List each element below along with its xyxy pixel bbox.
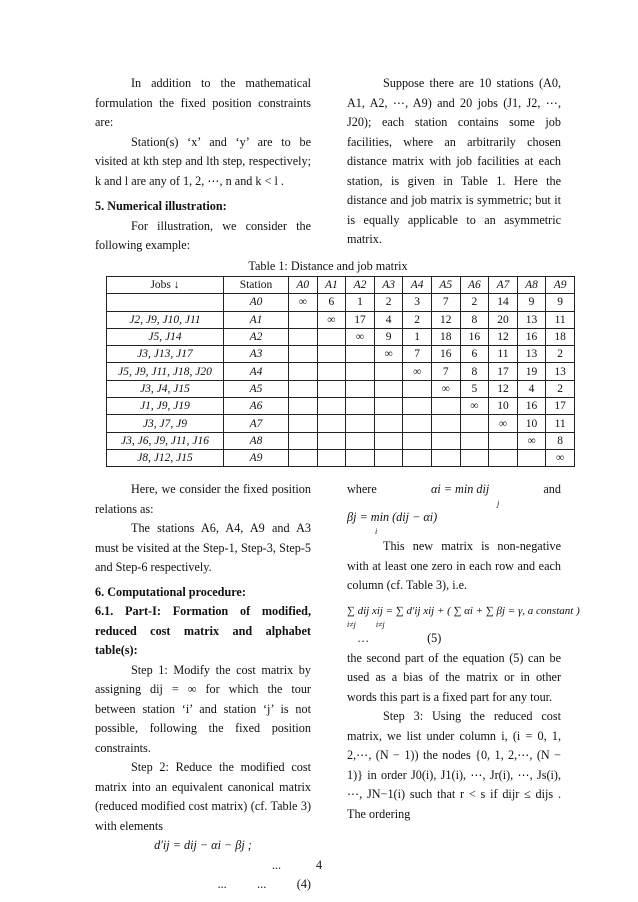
step-3-paragraph: Step 3: Using the reduced cost matrix, we list under column i, (i = 0, 1, 2,⋯, (N − 1)) the nodes {0, 1, 2,⋯, (N − 1)} in order J0(i), J1(i), ⋯, Jr(i), ⋯, Js(i), ⋯, JN−1(i) such that r < s if dijr ≤ dijs . The ordering <box>347 709 561 821</box>
example-paragraph: Suppose there are 10 stations (A0, A1, A2, ⋯, A9) and 20 jobs (J1, J2, ⋯, J20); each station contains some job facilities, where an arbitrarily chosen distance matrix with job facilities at each station, is given in Table 1. Here the distance and job matrix is symmetric; but it is equally applicable to an asymmetric matrix. <box>347 76 561 246</box>
station-cell: A5 <box>224 380 289 397</box>
page-number: 4 <box>315 858 323 872</box>
jobs-cell: J3, J13, J17 <box>107 346 224 363</box>
distance-cell <box>346 346 375 363</box>
distance-cell: ∞ <box>517 432 546 449</box>
distance-cell: 14 <box>489 294 518 311</box>
beta-subscript: i <box>375 527 378 536</box>
distance-cell <box>289 363 318 380</box>
distance-cell <box>346 380 375 397</box>
jobs-cell: J3, J4, J15 <box>107 380 224 397</box>
jobs-cell <box>107 294 224 311</box>
equation-5-subscripts: i≠j i≠j <box>347 620 385 629</box>
distance-cell <box>317 380 346 397</box>
distance-cell: 16 <box>517 328 546 345</box>
distance-cell: 2 <box>546 346 575 363</box>
distance-cell <box>317 328 346 345</box>
distance-cell: 1 <box>403 328 432 345</box>
distance-cell: ∞ <box>289 294 318 311</box>
distance-cell: 9 <box>374 328 403 345</box>
distance-cell: 11 <box>546 311 575 328</box>
distance-cell <box>346 415 375 432</box>
distance-cell: 8 <box>460 311 489 328</box>
jobs-cell: J3, J7, J9 <box>107 415 224 432</box>
distance-cell: 12 <box>489 328 518 345</box>
non-negative-paragraph: This new matrix is non-negative with at least one zero in each row and each column (cf. Table 3), i.e. <box>347 539 561 592</box>
section-6-1-heading: 6.1. Part-I: Formation of modified, reduced cost matrix and alphabet table(s): <box>95 604 311 657</box>
table-row <box>107 398 575 415</box>
section-5-heading: 5. Numerical illustration: <box>95 199 227 213</box>
distance-cell <box>346 398 375 415</box>
distance-cell: 7 <box>431 363 460 380</box>
distance-cell <box>317 432 346 449</box>
station-cell: A7 <box>224 415 289 432</box>
jobs-cell: J5, J9, J11, J18, J20 <box>107 363 224 380</box>
step-2-paragraph: Step 2: Reduce the modified cost matrix into an equivalent canonical matrix (reduced modified cost matrix) (cf. Table 3) with elements <box>95 760 311 833</box>
station-constraint-paragraph: Station(s) ‘x’ and ‘y’ are to be visited at kth step and lth step, respectively; k and l are any of 1, 2, ⋯, n and k < l . <box>95 134 311 188</box>
table-row <box>107 294 575 311</box>
column-header: A4 <box>403 277 432 294</box>
distance-cell <box>431 432 460 449</box>
distance-cell: 2 <box>403 311 432 328</box>
distance-cell: 20 <box>489 311 518 328</box>
distance-cell <box>403 380 432 397</box>
distance-cell: 13 <box>517 346 546 363</box>
distance-cell <box>317 449 346 466</box>
step-1-paragraph: Step 1: Modify the cost matrix by assigning dij = ∞ for which the tour between station ‘i’ and station ‘j’ is not possible, following the fixed position constraints. <box>95 662 311 755</box>
distance-cell <box>289 328 318 345</box>
distance-cell: ∞ <box>403 363 432 380</box>
distance-cell <box>289 415 318 432</box>
column-header: A8 <box>517 277 546 294</box>
distance-cell: 17 <box>489 363 518 380</box>
distance-cell <box>403 449 432 466</box>
station-cell: A3 <box>224 346 289 363</box>
distance-cell: ∞ <box>346 328 375 345</box>
station-cell: A9 <box>224 449 289 466</box>
distance-cell: 7 <box>403 346 432 363</box>
distance-cell <box>289 398 318 415</box>
table-row <box>107 415 575 432</box>
distance-cell <box>489 432 518 449</box>
distance-cell: 7 <box>431 294 460 311</box>
distance-cell: 1 <box>346 294 375 311</box>
equation-5-number: … (5) <box>357 631 442 645</box>
distance-cell <box>346 432 375 449</box>
distance-cell <box>317 415 346 432</box>
distance-cell <box>460 432 489 449</box>
distance-cell: 4 <box>374 311 403 328</box>
distance-cell <box>317 346 346 363</box>
distance-cell <box>289 346 318 363</box>
distance-cell: 8 <box>460 363 489 380</box>
distance-cell <box>289 432 318 449</box>
distance-cell: 12 <box>489 380 518 397</box>
distance-cell: 18 <box>431 328 460 345</box>
column-header: A7 <box>489 277 518 294</box>
distance-cell <box>460 415 489 432</box>
beta-definition: βj = min (dij − αi) <box>347 509 438 524</box>
distance-cell: 5 <box>460 380 489 397</box>
table-body <box>107 294 575 467</box>
distance-cell <box>403 415 432 432</box>
and-label: and <box>543 482 561 496</box>
distance-cell <box>374 415 403 432</box>
station-cell: A6 <box>224 398 289 415</box>
distance-cell <box>289 449 318 466</box>
jobs-cell: J2, J9, J10, J11 <box>107 311 224 328</box>
distance-cell: 9 <box>546 294 575 311</box>
where-label: where <box>347 482 377 496</box>
column-header: A9 <box>546 277 575 294</box>
distance-cell: 10 <box>489 398 518 415</box>
illustration-paragraph: For illustration, we consider the following example: <box>95 218 311 252</box>
distance-cell: ∞ <box>546 449 575 466</box>
distance-cell <box>346 363 375 380</box>
station-cell: A8 <box>224 432 289 449</box>
left-column-top <box>95 74 311 256</box>
jobs-cell: J5, J14 <box>107 328 224 345</box>
distance-cell <box>431 449 460 466</box>
equation-4-line-2: ... <box>271 857 281 872</box>
distance-cell: 19 <box>517 363 546 380</box>
distance-cell: 17 <box>346 311 375 328</box>
distance-cell <box>317 398 346 415</box>
table-row <box>107 380 575 397</box>
distance-cell: 18 <box>546 328 575 345</box>
distance-cell: ∞ <box>460 398 489 415</box>
right-column-bottom <box>347 480 580 824</box>
distance-cell: 12 <box>431 311 460 328</box>
station-cell: A1 <box>224 311 289 328</box>
station-cell: A4 <box>224 363 289 380</box>
distance-cell: 11 <box>489 346 518 363</box>
distance-cell: 2 <box>546 380 575 397</box>
distance-cell <box>374 432 403 449</box>
station-header: Station <box>224 277 289 294</box>
distance-cell: ∞ <box>489 415 518 432</box>
distance-cell: 3 <box>403 294 432 311</box>
equation-4-line-3: ... ... (4) <box>217 877 311 891</box>
distance-cell <box>431 415 460 432</box>
table-caption: Table 1: Distance and job matrix <box>248 259 408 273</box>
distance-cell <box>517 449 546 466</box>
distance-cell: ∞ <box>317 311 346 328</box>
distance-cell: 17 <box>546 398 575 415</box>
distance-cell <box>289 380 318 397</box>
jobs-cell: J8, J12, J15 <box>107 449 224 466</box>
distance-cell <box>489 449 518 466</box>
distance-cell <box>374 398 403 415</box>
jobs-cell: J1, J9, J19 <box>107 398 224 415</box>
distance-cell: 6 <box>317 294 346 311</box>
table-header-row <box>107 277 575 294</box>
distance-cell <box>431 398 460 415</box>
table-row <box>107 346 575 363</box>
distance-cell: 2 <box>460 294 489 311</box>
column-header: A5 <box>431 277 460 294</box>
fixed-position-paragraph: Here, we consider the fixed position relations as: <box>95 482 311 516</box>
table-row <box>107 432 575 449</box>
column-header: A0 <box>289 277 318 294</box>
table-row <box>107 363 575 380</box>
alpha-definition: αi = min dij <box>430 482 490 496</box>
equation-4-line-1: d′ij = dij − αi − βj ; <box>154 838 252 852</box>
jobs-cell: J3, J6, J9, J11, J16 <box>107 432 224 449</box>
stations-visit-paragraph: The stations A6, A4, A9 and A3 must be visited at the Step-1, Step-3, Step-5 and Step-6 respectively. <box>95 521 311 574</box>
distance-cell: 16 <box>517 398 546 415</box>
distance-cell <box>317 363 346 380</box>
distance-cell <box>289 311 318 328</box>
distance-cell <box>374 449 403 466</box>
column-header: A6 <box>460 277 489 294</box>
distance-cell: 9 <box>517 294 546 311</box>
station-cell: A0 <box>224 294 289 311</box>
table-row <box>107 328 575 345</box>
distance-cell: 4 <box>517 380 546 397</box>
distance-cell: 13 <box>517 311 546 328</box>
distance-cell: 2 <box>374 294 403 311</box>
alpha-subscript: j <box>497 498 500 508</box>
bias-paragraph: the second part of the equation (5) can be used as a bias of the matrix or in other words this part is a fixed part for any tour. <box>347 650 561 704</box>
distance-cell: 10 <box>517 415 546 432</box>
column-header: A1 <box>317 277 346 294</box>
column-header: A2 <box>346 277 375 294</box>
distance-cell: ∞ <box>431 380 460 397</box>
station-cell: A2 <box>224 328 289 345</box>
alpha-definition-line <box>347 480 561 500</box>
jobs-header: Jobs ↓ <box>107 277 224 294</box>
distance-cell: ∞ <box>374 346 403 363</box>
column-header: A3 <box>374 277 403 294</box>
distance-cell: 16 <box>431 346 460 363</box>
right-column-top <box>347 74 561 250</box>
distance-cell <box>460 449 489 466</box>
distance-cell <box>403 432 432 449</box>
distance-cell: 8 <box>546 432 575 449</box>
constraints-paragraph: In addition to the mathematical formulation the fixed position constraints are: <box>95 76 311 129</box>
distance-cell <box>403 398 432 415</box>
distance-cell: 16 <box>460 328 489 345</box>
distance-cell: 11 <box>546 415 575 432</box>
table-row <box>107 449 575 466</box>
distance-job-matrix-table <box>106 276 575 467</box>
distance-cell <box>374 380 403 397</box>
distance-cell: 13 <box>546 363 575 380</box>
section-6-heading: 6. Computational procedure: <box>95 584 246 599</box>
distance-cell <box>374 363 403 380</box>
left-column-bottom <box>95 480 311 895</box>
equation-5: ∑ dij xij = ∑ d′ij xij + ( ∑ αi + ∑ βj = γ, a constant ) <box>347 604 580 617</box>
distance-cell: 6 <box>460 346 489 363</box>
table-row <box>107 311 575 328</box>
distance-cell <box>346 449 375 466</box>
